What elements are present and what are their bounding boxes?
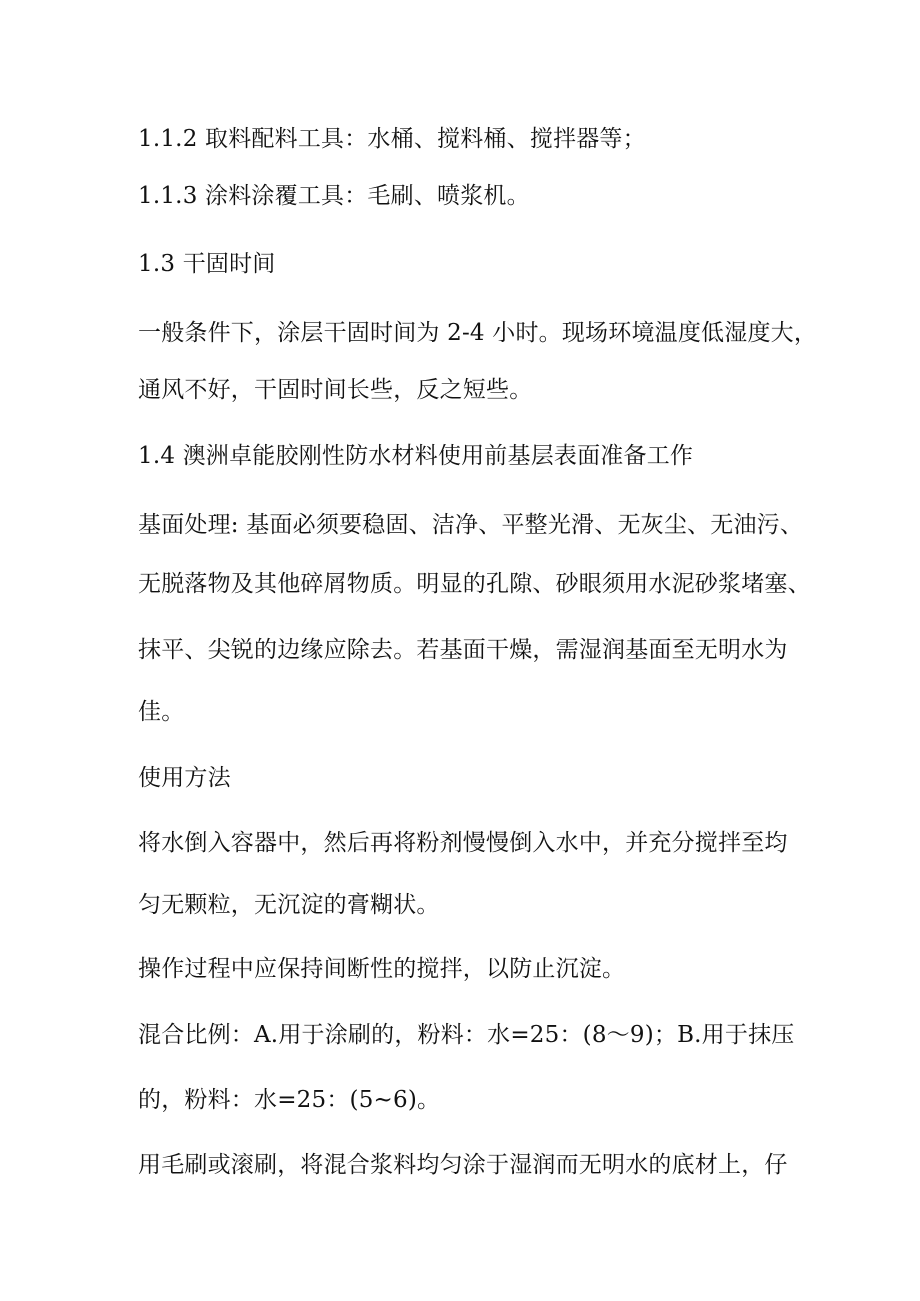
paragraph-line: 通风不好，干固时间长些，反之短些。 xyxy=(138,377,533,403)
paragraph-line: 将水倒入容器中，然后再将粉剂慢慢倒入水中，并充分搅拌至均 xyxy=(138,830,788,856)
heading-1-1-2: 1.1.2 取料配料工具：水桶、搅料桶、搅拌器等； xyxy=(138,126,646,152)
heading-1-3: 1.3 干固时间 xyxy=(138,251,276,277)
paragraph-line: 抹平、尖锐的边缘应除去。若基面干燥，需湿润基面至无明水为 xyxy=(138,637,788,663)
paragraph-line: 用毛刷或滚刷，将混合浆料均匀涂于湿润而无明水的底材上，仔 xyxy=(138,1152,788,1178)
paragraph-line: 基面处理: 基面必须要稳固、洁净、平整光滑、无灰尘、无油污、 xyxy=(138,512,804,538)
paragraph-line: 匀无颗粒，无沉淀的膏糊状。 xyxy=(138,892,440,918)
heading-usage-method: 使用方法 xyxy=(138,765,231,791)
paragraph-line: 混合比例：A.用于涂刷的，粉料：水=25：(8～9)；B.用于抹压 xyxy=(138,1022,795,1048)
paragraph-line: 佳。 xyxy=(138,699,185,725)
heading-1-4: 1.4 澳洲卓能胶刚性防水材料使用前基层表面准备工作 xyxy=(138,443,694,469)
heading-1-1-3: 1.1.3 涂料涂覆工具：毛刷、喷浆机。 xyxy=(138,183,530,209)
paragraph-line: 的，粉料：水=25：(5~6)。 xyxy=(138,1087,441,1113)
paragraph-line: 一般条件下，涂层干固时间为 2-4 小时。现场环境温度低湿度大， xyxy=(138,320,818,346)
paragraph-line: 无脱落物及其他碎屑物质。明显的孔隙、砂眼须用水泥砂浆堵塞、 xyxy=(138,571,811,597)
paragraph-line: 操作过程中应保持间断性的搅拌，以防止沉淀。 xyxy=(138,956,626,982)
